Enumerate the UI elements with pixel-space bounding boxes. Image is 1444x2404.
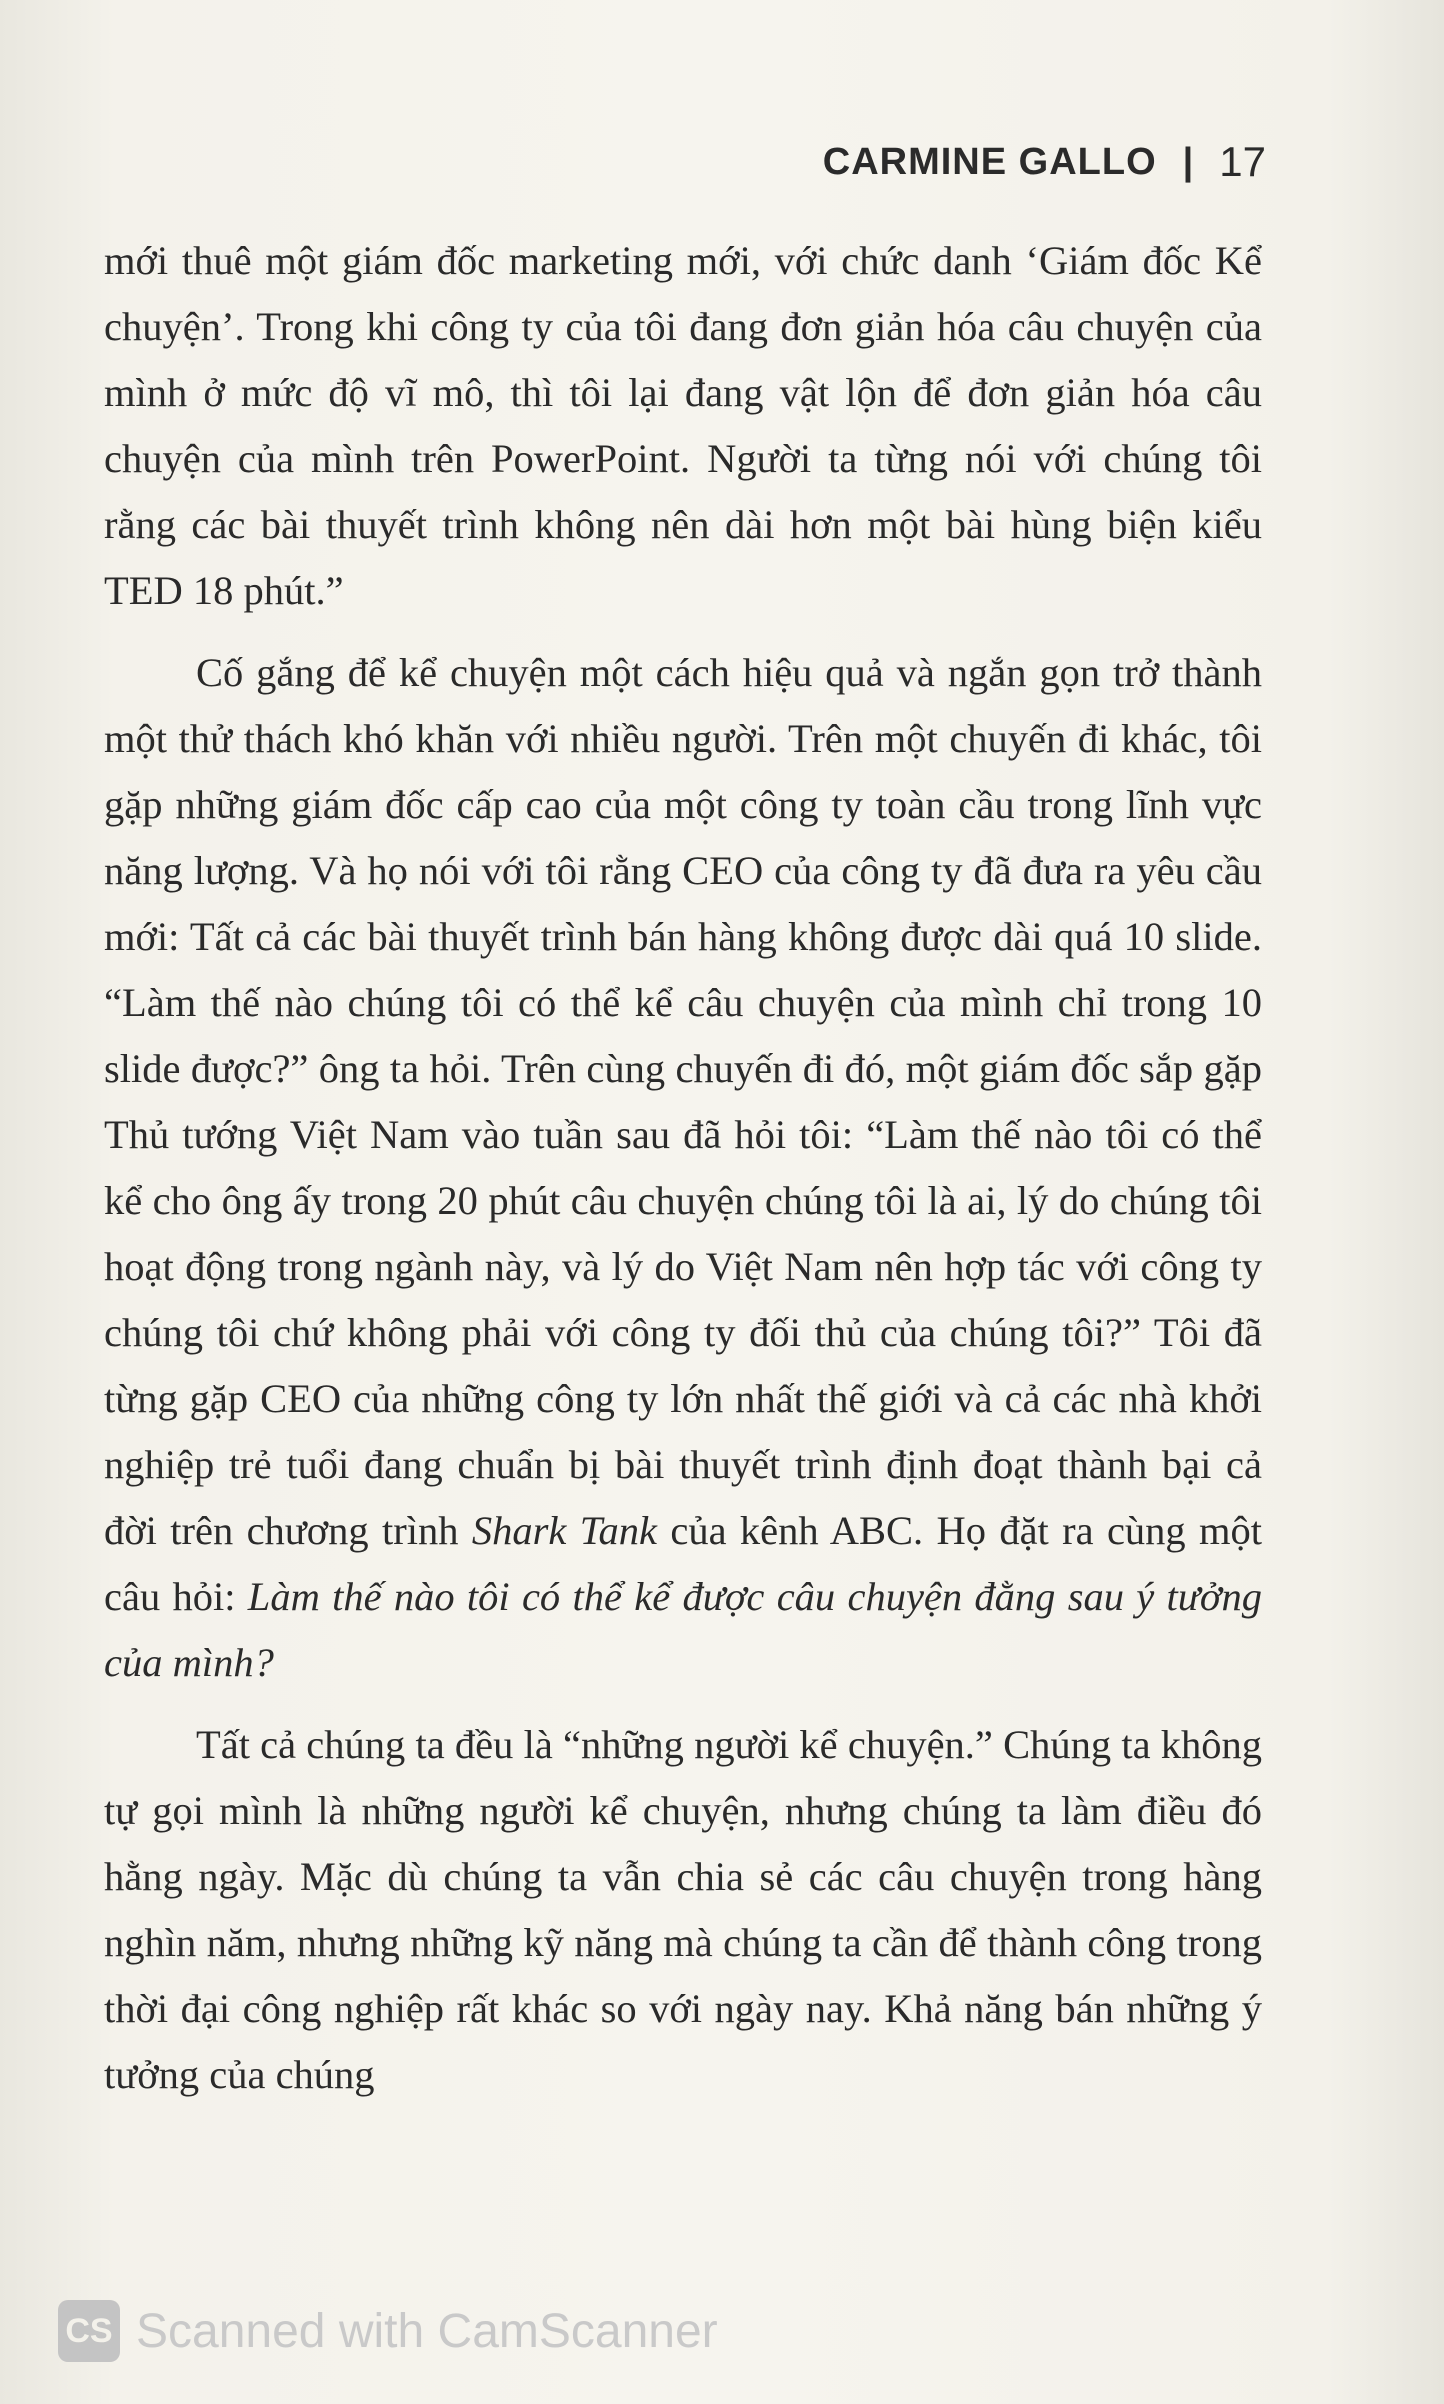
paragraph-3: Tất cả chúng ta đều là “những người kể chuyện.” Chúng ta không tự gọi mình là những người kể chuyện, nhưng chúng ta làm điều đó hằng ngày. Mặc dù chúng ta vẫn chia sẻ các câu chuyện trong hàng nghìn năm, nhưng những kỹ năng mà chúng ta cần để thành công trong thời đại công nghiệp rất khác so với ngày nay. Khả năng bán những ý tưởng của chúng [104,1722,1262,2097]
show-title: Shark Tank [471,1508,657,1553]
paragraph-2-text: Cố gắng để kể chuyện một cách hiệu quả và ngắn gọn trở thành một thử thách khó khăn với nhiều người. Trên một chuyến đi khác, tôi gặp những giám đốc cấp cao của một công ty toàn cầu trong lĩnh vực năng lượng. Và họ nói với tôi rằng CEO của công ty đã đưa ra yêu cầu mới: Tất cả các bài thuyết trình bán hàng không được dài quá 10 slide. “Làm thế nào chúng tôi có thể kể câu chuyện của mình chỉ trong 10 slide được?” ông ta hỏi. Trên cùng chuyến đi đó, một giám đốc sắp gặp Thủ tướng Việt Nam vào tuần sau đã hỏi tôi: “Làm thế nào tôi có thể kể cho ông ấy trong 20 phút câu chuyện chúng tôi là ai, lý do chúng tôi hoạt động trong ngành này, và lý do Việt Nam nên hợp tác với công ty chúng tôi chứ không phải với công ty đối thủ của chúng tôi?” Tôi đã từng gặp CEO của những công ty lớn nhất thế giới và cả các nhà khởi nghiệp trẻ tuổi đang chuẩn bị bài thuyết trình định đoạt thành bại cả đời trên chương trình [104,650,1262,1553]
camscanner-logo-icon: CS [58,2300,120,2362]
body-text [104,228,1262,2108]
page-number: 17 [1219,138,1266,185]
scanner-watermark [58,2300,718,2362]
watermark-text: Scanned with CamScanner [136,2304,718,2358]
paragraph-2-text-after: của kênh ABC. Họ đặt ra cùng một câu hỏi: [104,1508,1263,1619]
header-separator: | [1182,140,1194,183]
italic-question: Làm thế nào tôi có thể kể được câu chuyện đằng sau ý tưởng của mình? [104,1574,1262,1685]
paragraph-2 [104,640,1262,1696]
author-name: CARMINE GALLO [822,140,1157,183]
running-header [823,138,1266,186]
paragraph-1: mới thuê một giám đốc marketing mới, với chức danh ‘Giám đốc Kể chuyện’. Trong khi công ty của tôi đang đơn giản hóa câu chuyện của mình ở mức độ vĩ mô, thì tôi lại đang vật lộn để đơn giản hóa câu chuyện của mình trên PowerPoint. Người ta từng nói với chúng tôi rằng các bài thuyết trình không nên dài hơn một bài hùng biện kiểu TED 18 phút.” [104,238,1262,613]
